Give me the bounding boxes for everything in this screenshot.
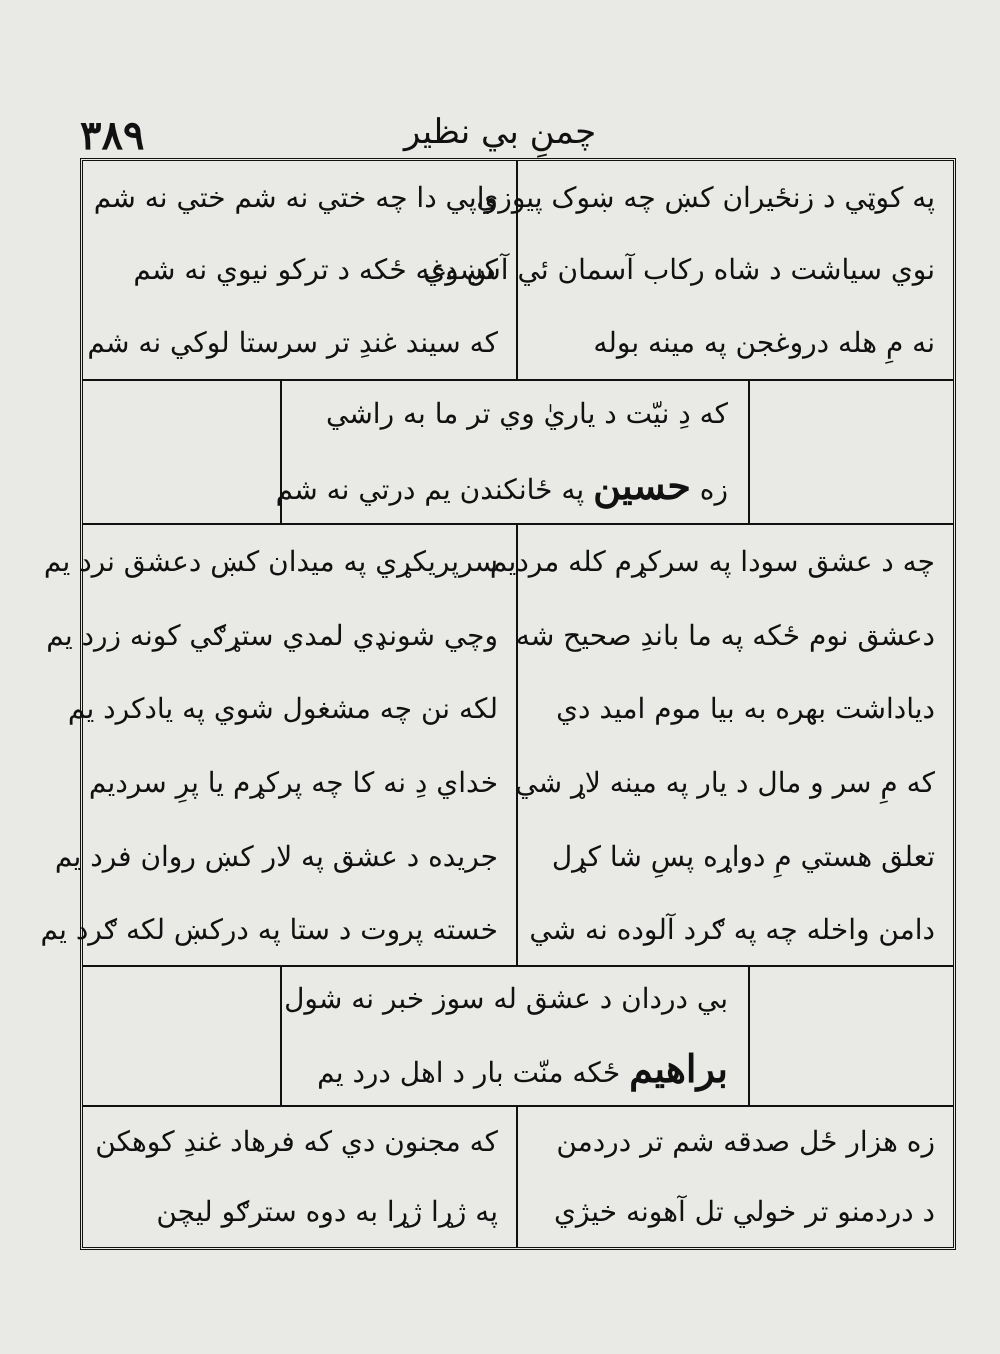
verse-fragment: په ځانکندن يم درتي نه شم xyxy=(275,473,585,507)
verse-line: که سيند غندِ تر سرستا لوکي نه شم xyxy=(87,325,498,359)
verse-line: که مجنون دي که فرهاد غندِ کوهکن xyxy=(95,1125,498,1159)
verse-fragment: ځکه منّت بار د اهل درد يم xyxy=(317,1056,621,1090)
left-column xyxy=(83,161,518,379)
verse-line: لکه نن چه مشغول شوي په يادکرد يم xyxy=(67,692,498,726)
verse-line: کښوغه ځکه د ترکو نيوي نه شم xyxy=(133,253,498,287)
verse-section-4 xyxy=(83,965,953,1107)
running-title: چمنِ بي نظير xyxy=(403,112,597,152)
verse-line: که دِ نيّت د ياريٰ وي تر ما به راشي xyxy=(326,397,728,431)
verse-section-1 xyxy=(83,161,953,379)
verse-line: وچي شونډي لمدي ستړګي کونه زرد يم xyxy=(46,618,498,652)
verse-line: دامن واخله چه په ګرد آلوده نه شي xyxy=(529,913,935,947)
verse-line: دياداشت بهره به بيا موم اميد دي xyxy=(556,692,935,726)
verse-line: تعلق هستي مِ دواړه پسِ شا کړل xyxy=(551,839,935,873)
verse-fragment: زه xyxy=(699,473,728,507)
pen-name: حسين xyxy=(593,463,691,509)
verse-section-3 xyxy=(40,523,953,967)
right-column xyxy=(489,525,953,967)
verse-line: په کوټي د زنځيران کښ چه ښوک پيوزي xyxy=(476,180,935,214)
center-verse-box xyxy=(280,967,750,1107)
verse-line-with-pen-name xyxy=(302,1046,728,1092)
verse-line: سرپريکړي په ميدان کښ دعشق نرد يم xyxy=(43,545,498,579)
verse-line: خداي دِ نه کا چه پرکړم يا پرِ سرديم xyxy=(88,766,498,799)
verse-line: نه مِ هله دروغجن په مينه بوله xyxy=(593,325,935,359)
verse-line: زه هزار ځل صدقه شم تر دردمن xyxy=(556,1125,935,1159)
verse-line: دعشق نوم ځکه په ما باندِ صحيح شه xyxy=(515,618,935,652)
verse-line: خسته پروت د ستا په درکښ لکه ګرد يم xyxy=(40,913,498,947)
right-column xyxy=(518,1107,953,1247)
verse-line: واپي دا چه ختي نه شم ختي نه شم xyxy=(93,180,498,214)
pen-name: براهيم xyxy=(629,1046,728,1092)
center-verse-box xyxy=(275,381,750,525)
verse-section-2 xyxy=(83,379,953,525)
verse-line: د دردمنو تر خولي تل آهونه خيژي xyxy=(553,1195,935,1229)
verse-frame xyxy=(40,158,956,1250)
verse-line: جريده د عشق په لار کښ روان فرد يم xyxy=(54,839,498,873)
verse-line: په ژړا ژړا به دوه سترګو ليچن xyxy=(156,1195,498,1229)
verse-line: که مِ سر و مال د يار په مينه لاړ شي xyxy=(515,766,935,799)
right-column xyxy=(423,161,953,379)
left-column xyxy=(40,525,518,967)
verse-line: بي دردان د عشق له سوز خبر نه شول xyxy=(284,982,728,1016)
verse-section-5 xyxy=(83,1105,953,1247)
left-column xyxy=(83,1107,518,1247)
verse-line-with-pen-name xyxy=(275,463,728,509)
verse-line: چه د عشق سودا په سرکړم کله مرديم xyxy=(489,545,935,579)
page-number: ۳۸۹ xyxy=(80,112,145,159)
verse-line: نوي سياشت د شاه رکاب آسمان ئي آس دي xyxy=(423,253,935,287)
